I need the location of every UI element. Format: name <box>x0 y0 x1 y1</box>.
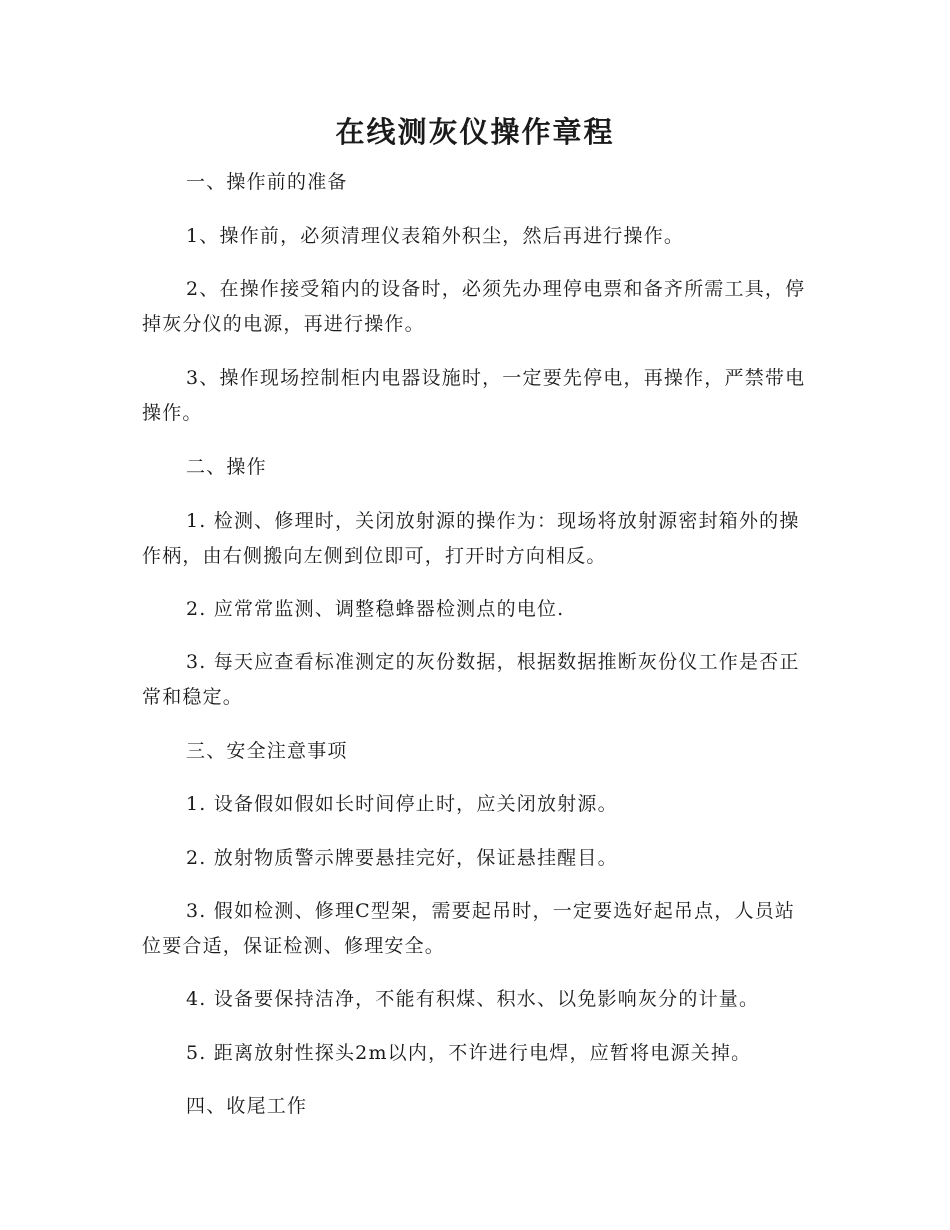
paragraph: 3、操作现场控制柜内电器设施时，一定要先停电，再操作，严禁带电操作。 <box>142 367 806 424</box>
paragraph: 3. 每天应查看标准测定的灰份数据，根据数据推断灰份仪工作是否正常和稳定。 <box>142 651 800 708</box>
paragraph: 1. 设备假如假如长时间停止时，应关闭放射源。 <box>186 793 618 815</box>
paragraph: 1、操作前，必须清理仪表箱外积尘，然后再进行操作。 <box>186 225 685 247</box>
paragraph: 2、在操作接受箱内的设备时，必须先办理停电票和备齐所需工具，停掉灰分仪的电源，再进行操作。 <box>142 278 806 335</box>
paragraph: 2. 应常常监测、调整稳蜂器检测点的电位. <box>186 598 565 620</box>
section-heading-1: 一、操作前的准备 <box>186 171 348 193</box>
paragraph: 4. 设备要保持洁净，不能有积煤、积水、以免影响灰分的计量。 <box>186 988 760 1010</box>
document-title: 在线测灰仪操作章程 <box>335 115 615 149</box>
paragraph: 1. 检测、修理时，关闭放射源的操作为：现场将放射源密封箱外的操作柄，由右侧搬向左侧到位即可，打开时方向相反。 <box>142 510 800 567</box>
paragraph: 3. 假如检测、修理C型架，需要起吊时，一定要选好起吊点，人员站位要合适，保证检测、修理安全。 <box>142 900 796 957</box>
section-heading-4: 四、收尾工作 <box>186 1095 308 1117</box>
paragraph: 5. 距离放射性探头2m以内，不许进行电焊，应暂将电源关掉。 <box>186 1042 752 1064</box>
paragraph: 2. 放射物质警示牌要悬挂完好，保证悬挂醒目。 <box>186 847 618 869</box>
section-heading-2: 二、操作 <box>186 456 267 478</box>
section-heading-3: 三、安全注意事项 <box>186 740 348 762</box>
